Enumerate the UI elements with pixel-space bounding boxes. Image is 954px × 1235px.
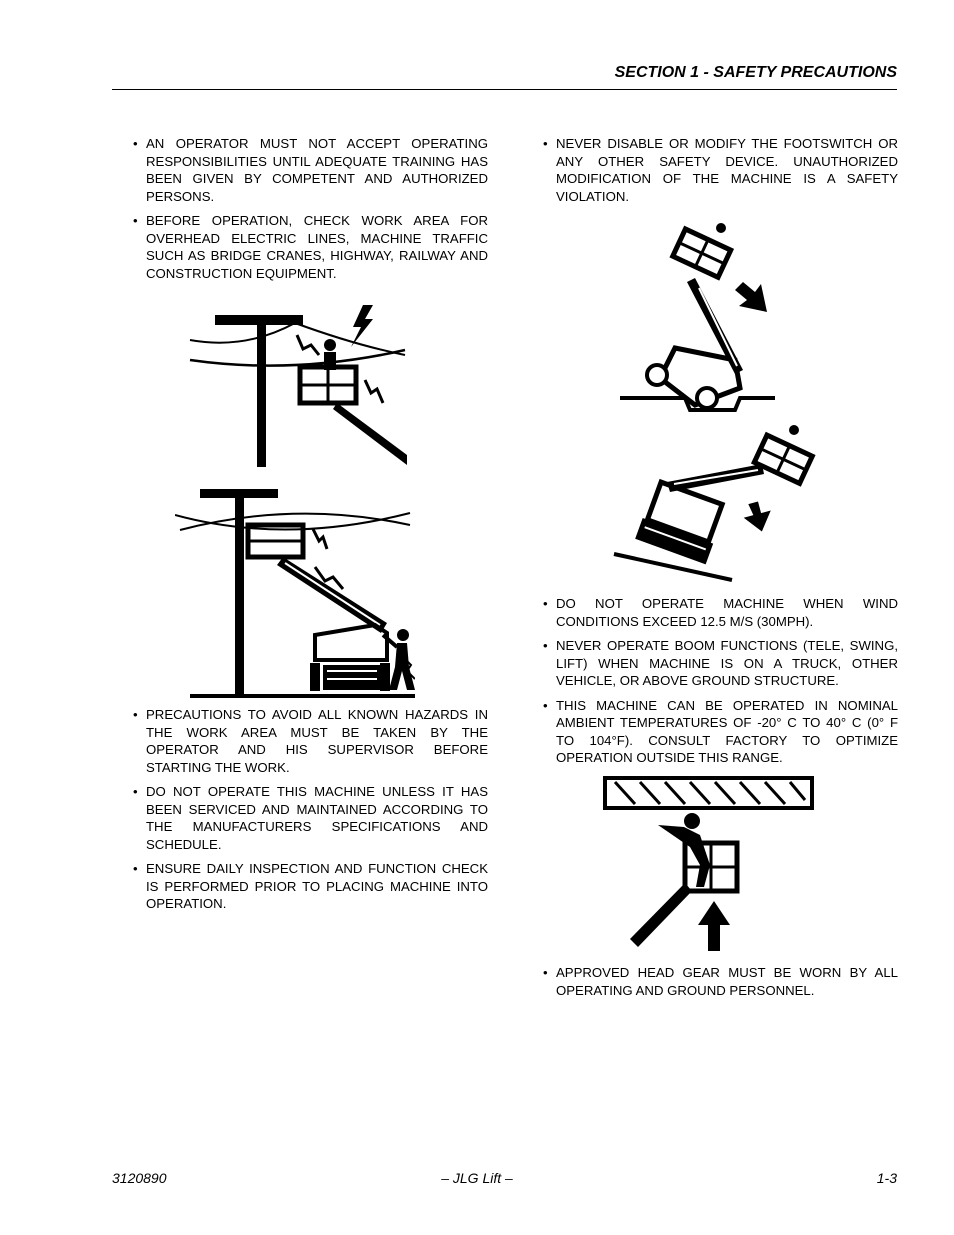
footer-doc-number: 3120890 <box>112 1170 167 1186</box>
tipping-slope-figure <box>612 422 817 584</box>
bullet-list-right-bottom <box>540 964 898 999</box>
bullet-temperature-range: • THIS MACHINE CAN BE OPERATED IN NOMINAL AMBIENT TEMPERATURES OF -20° C TO 40° C (0° F TO 104°F). CONSULT FACTORY TO OPTIMIZE OPERATION OUTSIDE THIS RANGE. <box>540 697 898 767</box>
header-rule <box>112 89 897 90</box>
bullet-list-left-bottom <box>130 706 488 913</box>
bullet-check-work-area: • BEFORE OPERATION, CHECK WORK AREA FOR OVERHEAD ELECTRIC LINES, MACHINE TRAFFIC SUCH AS BRIDGE CRANES, HIGHWAY, RAILWAY AND CONSTRUCTION EQUIPMENT. <box>130 212 488 282</box>
bullet-operator-training: • AN OPERATOR MUST NOT ACCEPT OPERATING RESPONSIBILITIES UNTIL ADEQUATE TRAINING HAS BEEN GIVEN BY COMPETENT AND AUTHORIZED PERSONS. <box>130 135 488 205</box>
tipping-pothole-figure <box>615 220 780 415</box>
right-column-bottom <box>540 964 898 1006</box>
power-line-platform-figure <box>185 305 410 475</box>
bullet-list-left-top <box>130 135 488 282</box>
bullet-serviced-maintained: • DO NOT OPERATE THIS MACHINE UNLESS IT HAS BEEN SERVICED AND MAINTAINED ACCORDING TO THE MANUFACTURERS SPECIFICATIONS AND SCHEDULE. <box>130 783 488 853</box>
bullet-footswitch: • NEVER DISABLE OR MODIFY THE FOOTSWITCH OR ANY OTHER SAFETY DEVICE. UNAUTHORIZED MODIFICATION OF THE MACHINE IS A SAFETY VIOLATION. <box>540 135 898 205</box>
bullet-list-right-top <box>540 135 898 205</box>
right-column-middle <box>540 595 898 774</box>
bullet-list-right-middle <box>540 595 898 767</box>
bullet-wind-conditions: • DO NOT OPERATE MACHINE WHEN WIND CONDITIONS EXCEED 12.5 M/S (30MPH). <box>540 595 898 630</box>
footer-center-title: – JLG Lift – <box>441 1170 513 1186</box>
left-column-lower <box>130 706 488 920</box>
power-line-ground-figure <box>175 485 415 700</box>
section-title: SECTION 1 - SAFETY PRECAUTIONS <box>614 64 897 81</box>
overhead-crush-figure <box>600 775 820 955</box>
right-column <box>540 135 898 212</box>
bullet-avoid-hazards: • PRECAUTIONS TO AVOID ALL KNOWN HAZARDS IN THE WORK AREA MUST BE TAKEN BY THE OPERATOR AND HIS SUPERVISOR BEFORE STARTING THE WORK. <box>130 706 488 776</box>
bullet-head-gear: • APPROVED HEAD GEAR MUST BE WORN BY ALL OPERATING AND GROUND PERSONNEL. <box>540 964 898 999</box>
left-column <box>130 135 488 289</box>
bullet-boom-on-truck: • NEVER OPERATE BOOM FUNCTIONS (TELE, SWING, LIFT) WHEN MACHINE IS ON A TRUCK, OTHER VEHICLE, OR ABOVE GROUND STRUCTURE. <box>540 637 898 690</box>
footer-page-number: 1-3 <box>876 1170 897 1186</box>
bullet-daily-inspection: • ENSURE DAILY INSPECTION AND FUNCTION CHECK IS PERFORMED PRIOR TO PLACING MACHINE INTO OPERATION. <box>130 860 488 913</box>
